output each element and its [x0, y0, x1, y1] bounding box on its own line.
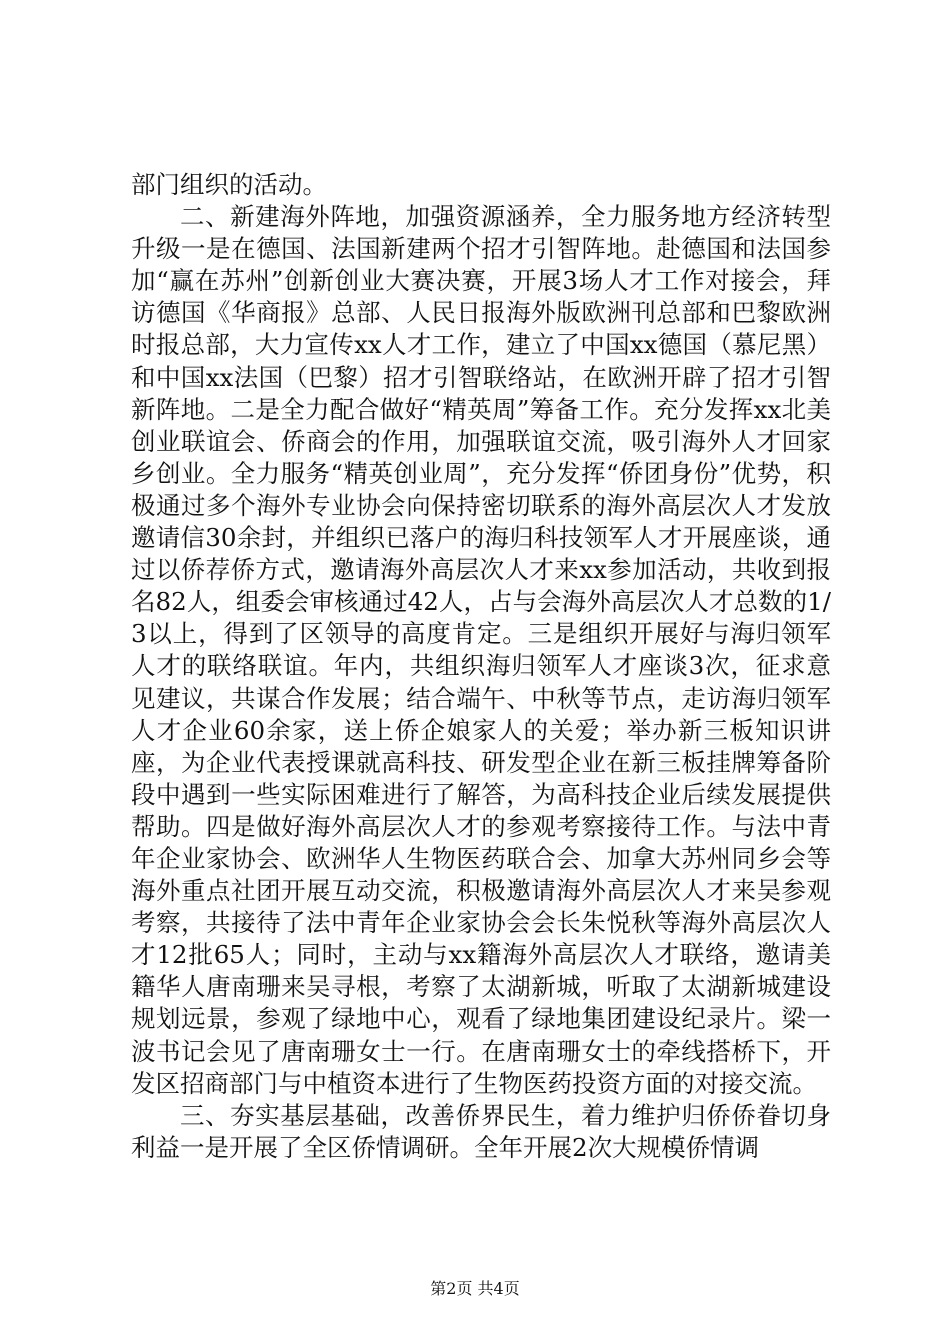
- paragraph-section-three: 三、夯实基层基础，改善侨界民生，着力维护归侨侨眷切身利益一是开展了全区侨情调研。全年开展2次大规模侨情调: [131, 1100, 831, 1162]
- page-number-footer: 第2页 共4页: [430, 1279, 520, 1298]
- paragraph-section-two: 二、新建海外阵地，加强资源涵养，全力服务地方经济转型升级一是在德国、法国新建两个招才引智阵地。赴德国和法国参加“赢在苏州”创新创业大赛决赛，开展3场人才工作对接会，拜访德国《华商报》总部、人民日报海外版欧洲刊总部和巴黎欧洲时报总部，大力宣传xx人才工作，建立了中国xx德国（慕尼黑）和中国xx法国（巴黎）招才引智联络站，在欧洲开辟了招才引智新阵地。二是全力配合做好“精英周”筹备工作。充分发挥xx北美创业联谊会、侨商会的作用，加强联谊交流，吸引海外人才回家乡创业。全力服务“精英创业周”，充分发挥“侨团身份”优势，积极通过多个海外专业协会向保持密切联系的海外高层次人才发放邀请信30余封，并组织已落户的海归科技领军人才开展座谈，通过以侨荐侨方式，邀请海外高层次人才来xx参加活动，共收到报名82人，组委会审核通过42人，占与会海外高层次人才总数的1/3以上，得到了区领导的高度肯定。三是组织开展好与海归领军人才的联络联谊。年内，共组织海归领军人才座谈3次，征求意见建议，共谋合作发展；结合端午、中秋等节点，走访海归领军人才企业60余家，送上侨企娘家人的关爱；举办新三板知识讲座，为企业代表授课就高科技、研发型企业在新三板挂牌筹备阶段中遇到一些实际困难进行了解答，为高科技企业后续发展提供帮助。四是做好海外高层次人才的参观考察接待工作。与法中青年企业家协会、欧洲华人生物医药联合会、加拿大苏州同乡会等海外重点社团开展互动交流，积极邀请海外高层次人才来吴参观考察，共接待了法中青年企业家协会会长朱悦秋等海外高层次人才12批65人；同时，主动与xx籍海外高层次人才联络，邀请美籍华人唐南珊来吴寻根，考察了太湖新城，听取了太湖新城建设规划远景，参观了绿地中心，观看了绿地集团建设纪录片。梁一波书记会见了唐南珊女士一行。在唐南珊女士的牵线搭桥下，开发区招商部门与中植资本进行了生物医药投资方面的对接交流。: [131, 202, 831, 1098]
- document-body: [131, 169, 831, 1164]
- paragraph-continuation: 部门组织的活动。: [131, 170, 327, 199]
